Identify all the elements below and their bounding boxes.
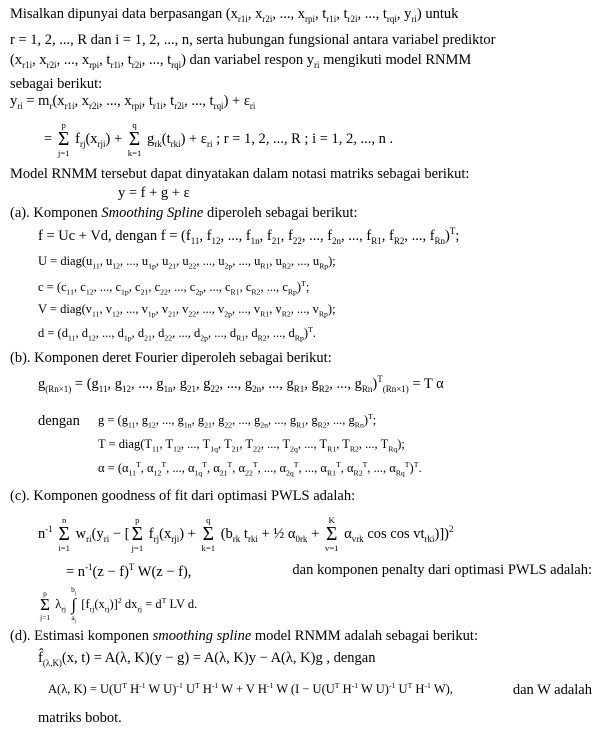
section-d-eq-2 (48, 682, 592, 697)
section-a-heading (10, 205, 358, 222)
section-d-eq-1-suffix: dengan (333, 650, 376, 666)
section-c-eq-1 (38, 516, 453, 553)
section-a-eq-4-text: $V = diag(v_{11}$, $v_{12}$, ..., $v_{1p}$, $v_{21}$, $v_{22}$, ..., $v_{2p}$, ..., $v_{R1}$, $v_{R2}$, ..., $v_{Rp}$); (38, 302, 336, 319)
section-b-eq-3 (98, 437, 405, 454)
section-d-eq-2-suffix: dan W adalah (512, 682, 592, 698)
section-b-eq-1 (38, 374, 444, 394)
section-b-eq-3-text: $T = diag(T_{11}$, $T_{12}$, ..., $T_{1q}$, $T_{21}$, $T_{22}$, ..., $T_{2q}$, ..., $T_{R1}$, $T_{R2}$, ..., $T_{Rq}$); (98, 437, 405, 454)
section-a-text-italic: Smoothing Spline (101, 205, 204, 221)
model-equation-2-text: = p Σ j=1 $f_{rj}(x_{rji})$ + q Σ k=1 $g_{rk}(t_{rki}) + \varepsilon_{ri}$ ; r = 1, 2, ..., R ; i = 1, 2, ..., n . (44, 120, 394, 159)
section-a-eq-5 (38, 326, 316, 344)
section-a-eq-2-text: $U = diag(u_{11}$, $u_{12}$, ..., $u_{1p}$, $u_{21}$, $u_{22}$, ..., $u_{2p}$, ..., $u_{R1}$, $u_{R2}$, ..., $u_{Rp}$); (38, 254, 336, 271)
intro-line-4 (10, 76, 102, 93)
section-d-text-italic: smoothing spline (152, 628, 252, 644)
section-c-text: Komponen goodness of fit dari optimasi PWLS adalah: (33, 488, 356, 504)
intro-line-2-text: r = 1, 2, ..., R dan i = 1, 2, ..., n, serta hubungan fungsional antara variabel prediktor (10, 32, 496, 48)
section-a-eq-1 (38, 226, 459, 246)
section-b-label: (b). (10, 350, 31, 366)
section-a-label: (a). (10, 205, 30, 221)
intro-line-4-text: sebagai berikut: (10, 76, 103, 92)
matrix-equation-text: y = f + g + ε (118, 185, 190, 201)
section-d-text-before: Estimasi komponen (34, 628, 149, 644)
section-b-eq-1-text: $g_{(Rn\times 1)} = (g_{11}$, $g_{12}$, ..., $g_{1n}$, $g_{21}$, $g_{22}$, ..., $g_{2n}$, ..., $g_{R1}$, $g_{R2}$, ..., $g_{Rn})^T_{(Rn\times 1)} = T$ α (38, 374, 444, 394)
section-c-eq-2-text: = $n^{-1}(z - f)^T$ W(z − f), (66, 562, 192, 580)
section-c-eq-1-text: $n^{-1}$ n Σ i=1 $w_{ri}(y_{ri}$ − [ p Σ j=1 $f_{rj}(x_{rji})$ + q Σ k=1 ($b_{rk}$ $t_{rki}$ + ½ $\alpha_{0rk}$ + K Σ v=1 $\alpha_{vrk}$ $\cos \cos vt_{rki})])^2$ (38, 515, 454, 554)
section-d-heading (10, 628, 478, 645)
section-a-text-after: diperoleh sebagai berikut: (206, 205, 358, 221)
matrix-intro-text: Model RNMM tersebut dapat dinyatakan dalam notasi matriks sebagai berikut: (10, 166, 470, 182)
model-equation-line-2 (44, 121, 393, 158)
section-c-eq-3 (38, 586, 197, 625)
section-c-label: (c). (10, 488, 30, 504)
model-equation-line-1 (10, 93, 255, 111)
section-b-eq-2 (98, 413, 376, 431)
section-b-eq-2-text: $g = (g_{11}$, $g_{12}$, ..., $g_{1n}$, $g_{21}$, $g_{22}$, ..., $g_{2n}$, ..., $g_{R1}$, $g_{R2}$, ..., $g_{Rn})^T$; (98, 412, 377, 430)
matrix-intro (10, 166, 469, 183)
section-c-eq-3-text: p Σ j=1 $\lambda_{rj}$ $b_j$ ∫ $a_j$ $[f_{rj}(x_{rj})]^2$ $dx_{rj} = d^T$ LV d. (40, 585, 198, 625)
section-d-eq-3-text: matriks bobot. (38, 710, 122, 726)
section-a-text-before: Komponen (33, 205, 98, 221)
section-c-heading (10, 488, 355, 505)
section-b-heading (10, 350, 332, 367)
section-b-text: Komponen deret Fourier diperoleh sebagai berikut: (34, 350, 332, 366)
matrix-equation (118, 185, 190, 202)
section-d-label: (d). (10, 628, 31, 644)
section-a-eq-3-text: $c = (c_{11}$, $c_{12}$, ..., $c_{1p}$, $c_{21}$, $c_{22}$, ..., $c_{2p}$, ..., $c_{R1}$, $c_{R2}$, ..., $c_{Rp})^T$; (38, 279, 310, 297)
intro-line-1-text: Misalkan dipunyai data berpasangan ($x_{r1i}$, $x_{r2i}$, ..., $x_{rpi}$, $t_{r1i}$, $t_{r2i}$, ..., $t_{rqi}$, $y_{ri}$) untuk (10, 6, 459, 24)
section-b-dengan-text: dengan (38, 413, 80, 429)
section-d-eq-3 (38, 710, 122, 727)
section-a-eq-5-text: $d = (d_{11}$, $d_{12}$, ..., $d_{1p}$, $d_{21}$, $d_{22}$, ..., $d_{2p}$, ..., $d_{R1}$, $d_{R2}$, ..., $d_{Rp})^T$. (38, 325, 316, 343)
section-b-eq-4-text: $\alpha = (\alpha_{11}^T$, $\alpha_{12}^T$, ..., $\alpha_{1q}^T$, $\alpha_{21}^T$, $\alpha_{22}^T$, ..., $\alpha_{2q}^T$, ..., $\alpha_{R1}^T$, $\alpha_{R2}^T$, ..., $\alpha_{Rq}^T)^T$. (98, 460, 422, 478)
section-d-eq-2-text: A(λ, $K) = U(U^T$ $H^{-1}$ W U)$^{-1}$ $U^T$ $H^{-1}$ W + V $H^{-1}$ W ($I - U(U^T$ $H^{-1}$ W U)$^{-1}$ $U^T$ $H^{-1}$ W), (48, 681, 453, 697)
intro-line-3 (10, 52, 592, 70)
intro-line-3-text: ($x_{r1i}$, $x_{r2i}$, ..., $x_{rpi}$, $t_{r1i}$, $t_{r2i}$, ..., $t_{rqi}$) dan variabel respon $y_{ri}$ mengikuti model RNMM (10, 52, 472, 70)
section-c-text-2: dan komponen penalty dari optimasi PWLS adalah: (292, 562, 592, 578)
section-a-eq-3 (38, 280, 309, 298)
section-d-text-after: model RNMM adalah sebagai berikut: (254, 628, 478, 644)
section-d-eq-1-text: $f̂_{(\lambda,K)}(x$, t) = A(λ, K)(y − g) = A(λ, K)y − A(λ, K)g , (38, 650, 330, 668)
section-a-eq-4 (38, 302, 336, 319)
model-equation-1-text: $y_{ri} = m_r(x_{r1i}$, $x_{r2i}$, ..., $x_{rpi}$, $t_{r1i}$, $t_{r2i}$, ..., $t_{rqi}) + \varepsilon_{ri}$ (10, 93, 256, 111)
section-d-eq-1 (38, 650, 375, 668)
section-b-dengan (38, 413, 80, 430)
section-b-eq-4 (98, 461, 422, 479)
intro-line-1 (10, 6, 592, 24)
section-c-eq-2 (66, 562, 592, 581)
section-a-eq-1-text: f = Uc + Vd, dengan $f = (f_{11}$, $f_{12}$, ..., $f_{1n}$, $f_{21}$, $f_{22}$, ..., $f_{2n}$, ..., $f_{R1}$, $f_{R2}$, ..., $f_{Rn})^T$; (38, 226, 460, 246)
intro-line-2 (10, 32, 592, 49)
section-a-eq-2 (38, 254, 336, 271)
